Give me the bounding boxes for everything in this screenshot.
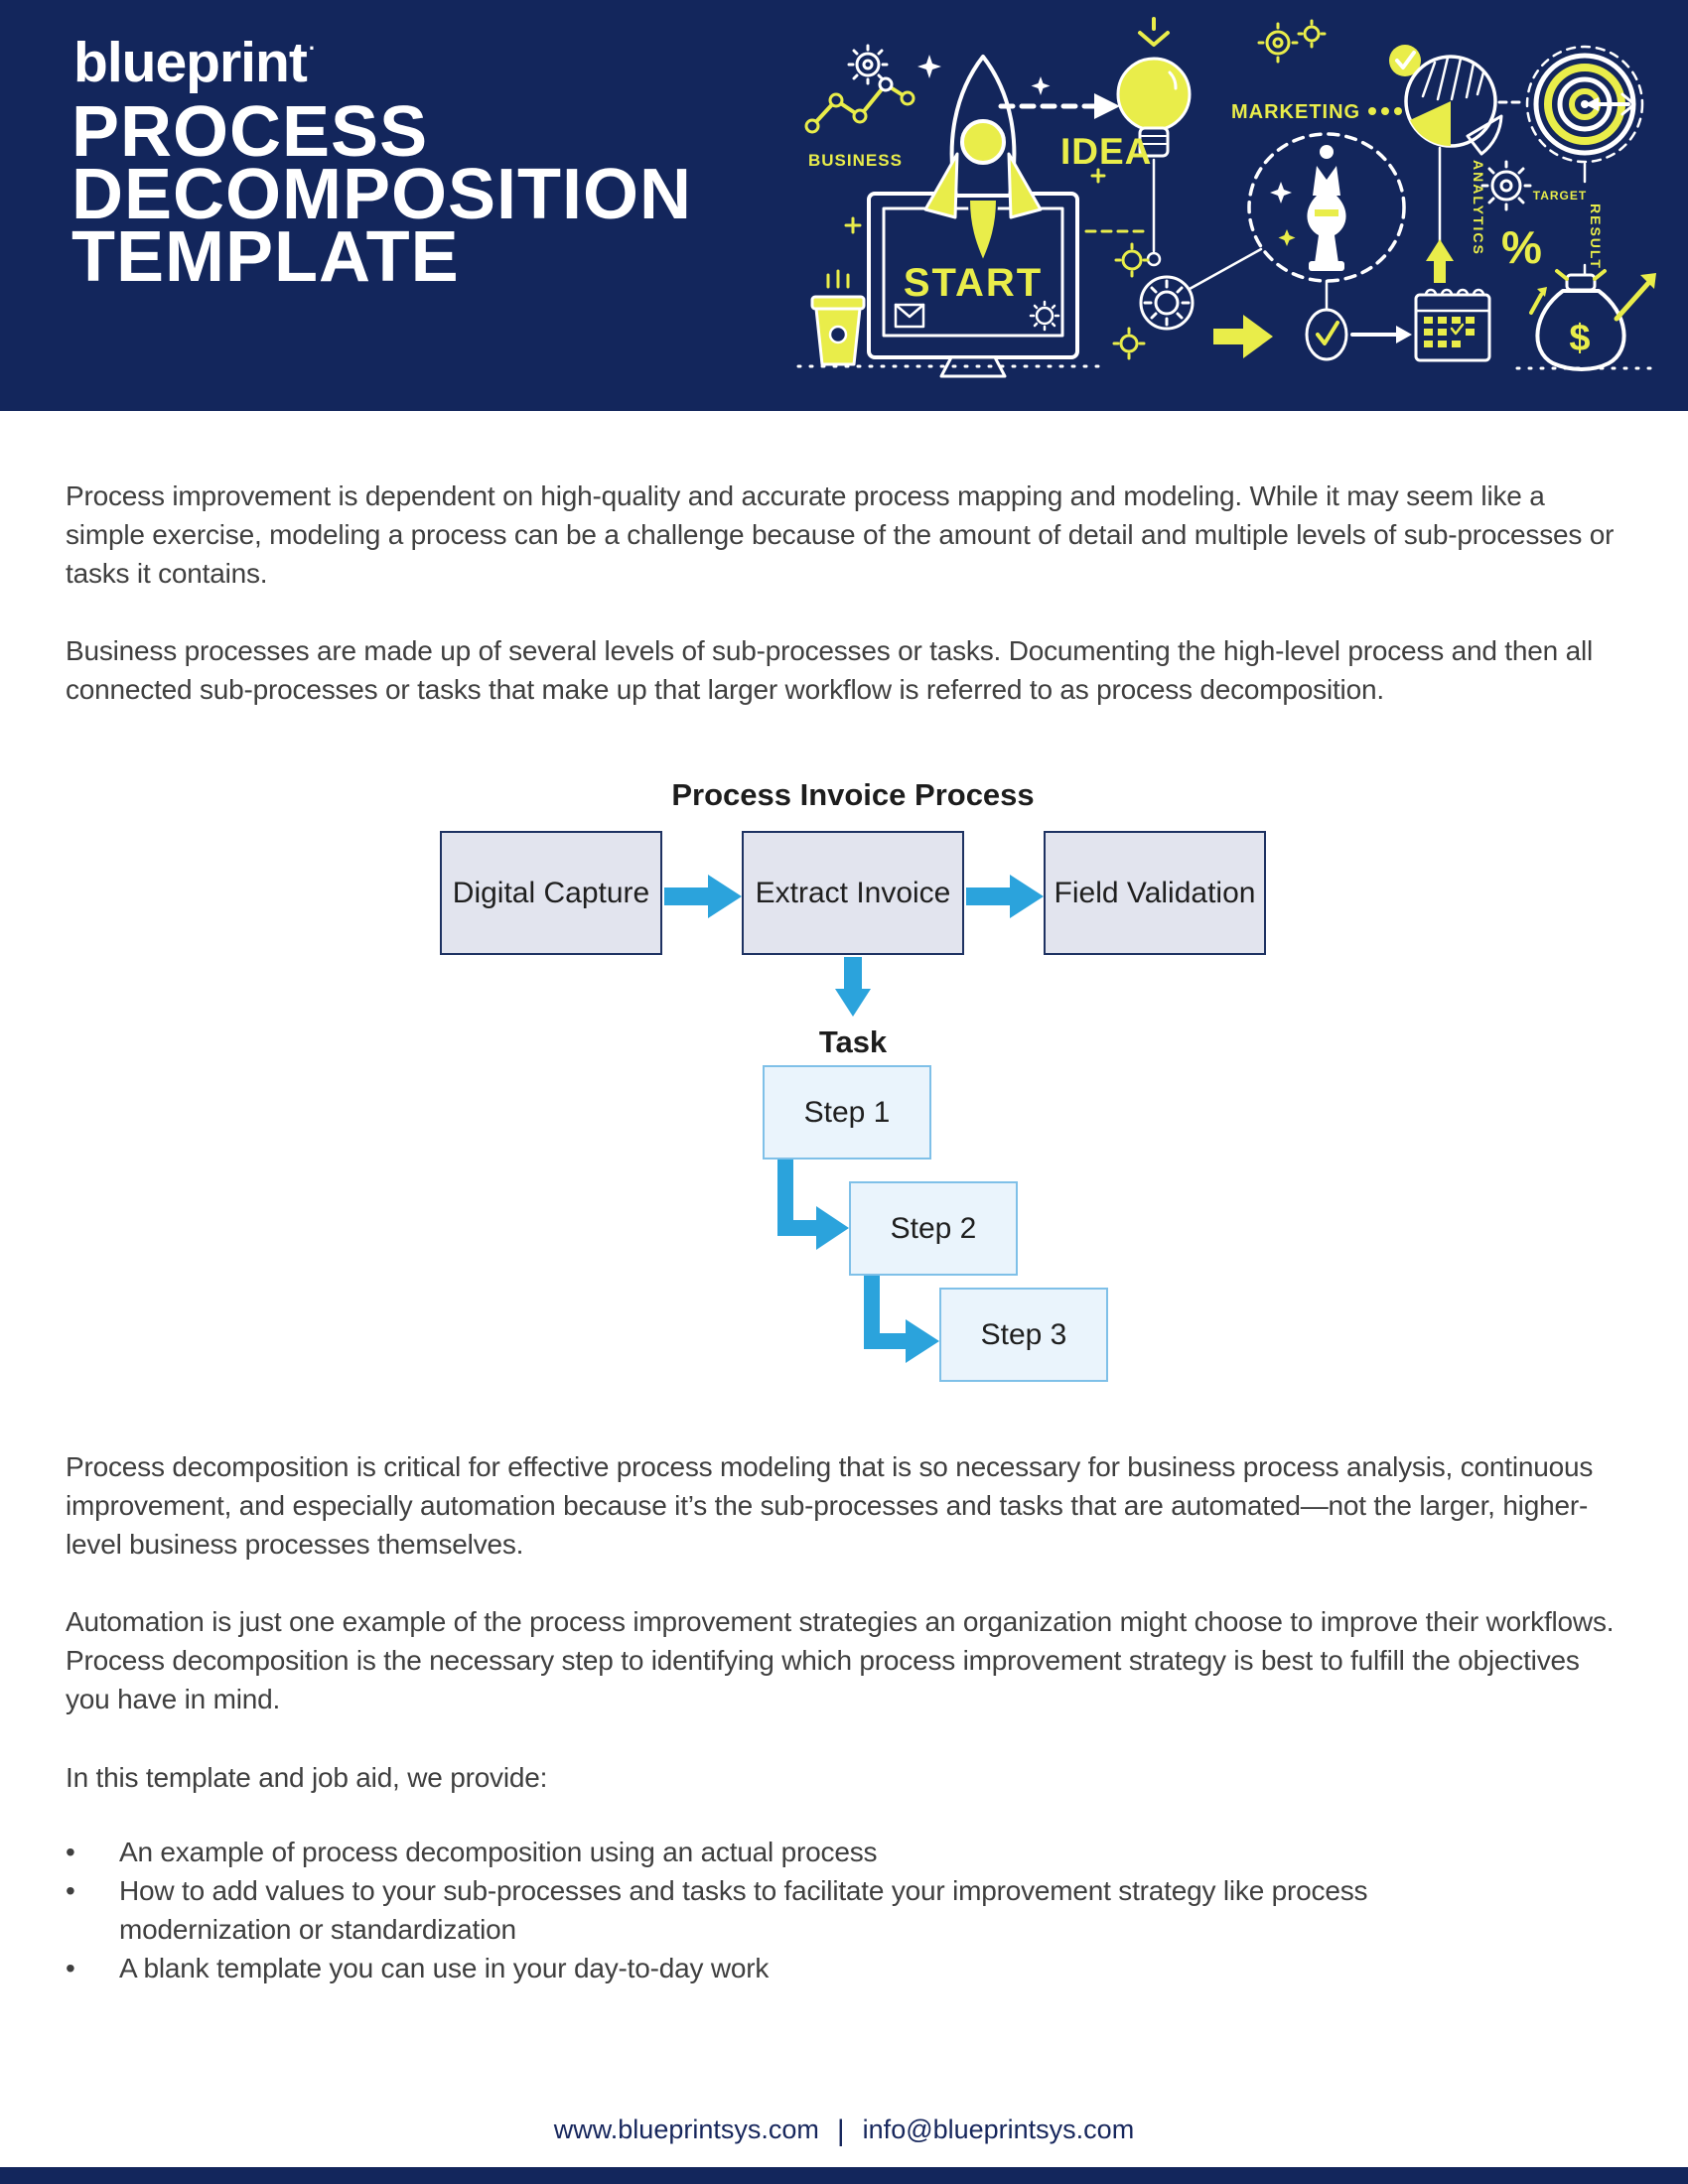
gear-icon <box>849 46 887 83</box>
process-box-label: Digital Capture <box>452 876 650 909</box>
process-box-extract-invoice <box>742 831 964 955</box>
percent-label: % <box>1501 221 1542 273</box>
result-label: RESULT <box>1588 204 1604 270</box>
process-box-label: Extract Invoice <box>755 876 951 909</box>
target-icon <box>1499 47 1642 162</box>
page-title-line-2: DECOMPOSITION <box>71 155 693 234</box>
page-title-line-3: TEMPLATE <box>71 217 460 297</box>
target-label: TARGET <box>1532 189 1588 203</box>
process-box-digital-capture <box>440 831 662 955</box>
money-bag-icon <box>1537 271 1623 369</box>
business-label: BUSINESS <box>808 151 903 170</box>
step-box-label: Step 1 <box>803 1095 891 1129</box>
idea-label: IDEA <box>1060 131 1153 172</box>
logo-text: blueprint <box>73 31 307 94</box>
startup-illustration <box>784 15 1658 384</box>
body-paragraph-1: Process decomposition is critical for effective process modeling that is so necessary for business process analysis, continuous improvement, and especially automation because it’s the sub-processes and tasks that are automated—not the larger, higher-level business processes themselves. <box>66 1451 1594 1560</box>
flow-arrow-down-icon <box>835 957 871 1017</box>
page-title <box>71 92 693 297</box>
bullet-marker: • <box>66 1837 75 1867</box>
flow-arrow-right-icon <box>664 875 742 918</box>
arrow-up-icon <box>1426 239 1454 283</box>
list-item <box>66 1949 1555 1987</box>
intro-paragraph-2: Business processes are made up of several levels of sub-processes or tasks. Documenting the high-level process and then all connected sub-processes or tasks that make up that larger workflow is referred to as process decomposition. <box>66 635 1593 705</box>
process-box-field-validation <box>1044 831 1266 955</box>
diagram-title: Process Invoice Process <box>671 777 1035 812</box>
bullet-marker: • <box>66 1875 75 1906</box>
bullet-marker: • <box>66 1953 75 1983</box>
flow-arrow-right-icon <box>966 875 1044 918</box>
bullet-text: A blank template you can use in your day-to-day work <box>119 1953 770 1983</box>
start-label: START <box>903 261 1044 305</box>
header-banner <box>0 0 1688 411</box>
analytics-label: ANALYTICS <box>1471 160 1486 256</box>
footer-bar <box>0 2167 1688 2184</box>
arrow-right-icon <box>1352 326 1412 343</box>
list-item <box>66 1833 1555 1871</box>
page-title-line-1: PROCESS <box>71 92 429 172</box>
step-box-1 <box>763 1065 931 1160</box>
step-box-2 <box>849 1181 1018 1276</box>
step-box-3 <box>939 1288 1108 1382</box>
dots-icon <box>1368 107 1402 115</box>
calendar-icon <box>1416 290 1489 360</box>
coffee-cup-icon <box>812 271 864 364</box>
check-circle-icon <box>1307 310 1346 359</box>
footer-website-link[interactable]: www.blueprintsys.com <box>553 2115 819 2144</box>
process-box-label: Field Validation <box>1054 876 1256 909</box>
step-box-label: Step 2 <box>890 1211 977 1245</box>
bullet-text: An example of process decomposition using an actual process <box>119 1837 878 1867</box>
list-item <box>66 1871 1555 1949</box>
logo-trademark-dot: · <box>308 36 316 61</box>
line-chart-icon <box>806 78 914 132</box>
task-label: Task <box>818 1024 888 1059</box>
flow-elbow-arrow-icon <box>864 1276 939 1363</box>
bullet-list <box>66 1833 1555 1987</box>
footer-email-link[interactable]: info@blueprintsys.com <box>862 2115 1135 2144</box>
body-paragraph-3: In this template and job aid, we provide: <box>66 1762 548 1793</box>
bullet-text: How to add values to your sub-processes and tasks to facilitate your improvement strategy like process modernization or standardization <box>119 1875 1368 1945</box>
arrow-right-icon <box>1213 315 1273 358</box>
gear-icon <box>1482 162 1530 209</box>
marketing-label: MARKETING <box>1231 101 1361 123</box>
body-paragraph-2: Automation is just one example of the process improvement strategies an organization might choose to improve their workflows. Process decomposition is the necessary step to identifying which process improvement strategy is best to fulfill the objectives you have in mind. <box>66 1606 1615 1714</box>
chess-queen-icon <box>1249 134 1404 281</box>
pie-chart-icon <box>1406 57 1501 154</box>
step-box-label: Step 3 <box>980 1317 1067 1351</box>
footer-separator: | <box>836 2115 845 2147</box>
arrow-right-icon <box>1001 93 1120 119</box>
intro-paragraph-1: Process improvement is dependent on high-quality and accurate process mapping and modeling. While it may seem like a simple exercise, modeling a process can be a challenge because of the amount of detail and multiple levels of sub-processes or tasks it contains. <box>66 480 1615 589</box>
flow-elbow-arrow-icon <box>777 1160 849 1250</box>
gear-icon <box>1259 21 1325 62</box>
footer <box>0 2115 1688 2148</box>
blueprint-logo <box>73 30 315 95</box>
dollar-label: $ <box>1569 318 1591 359</box>
